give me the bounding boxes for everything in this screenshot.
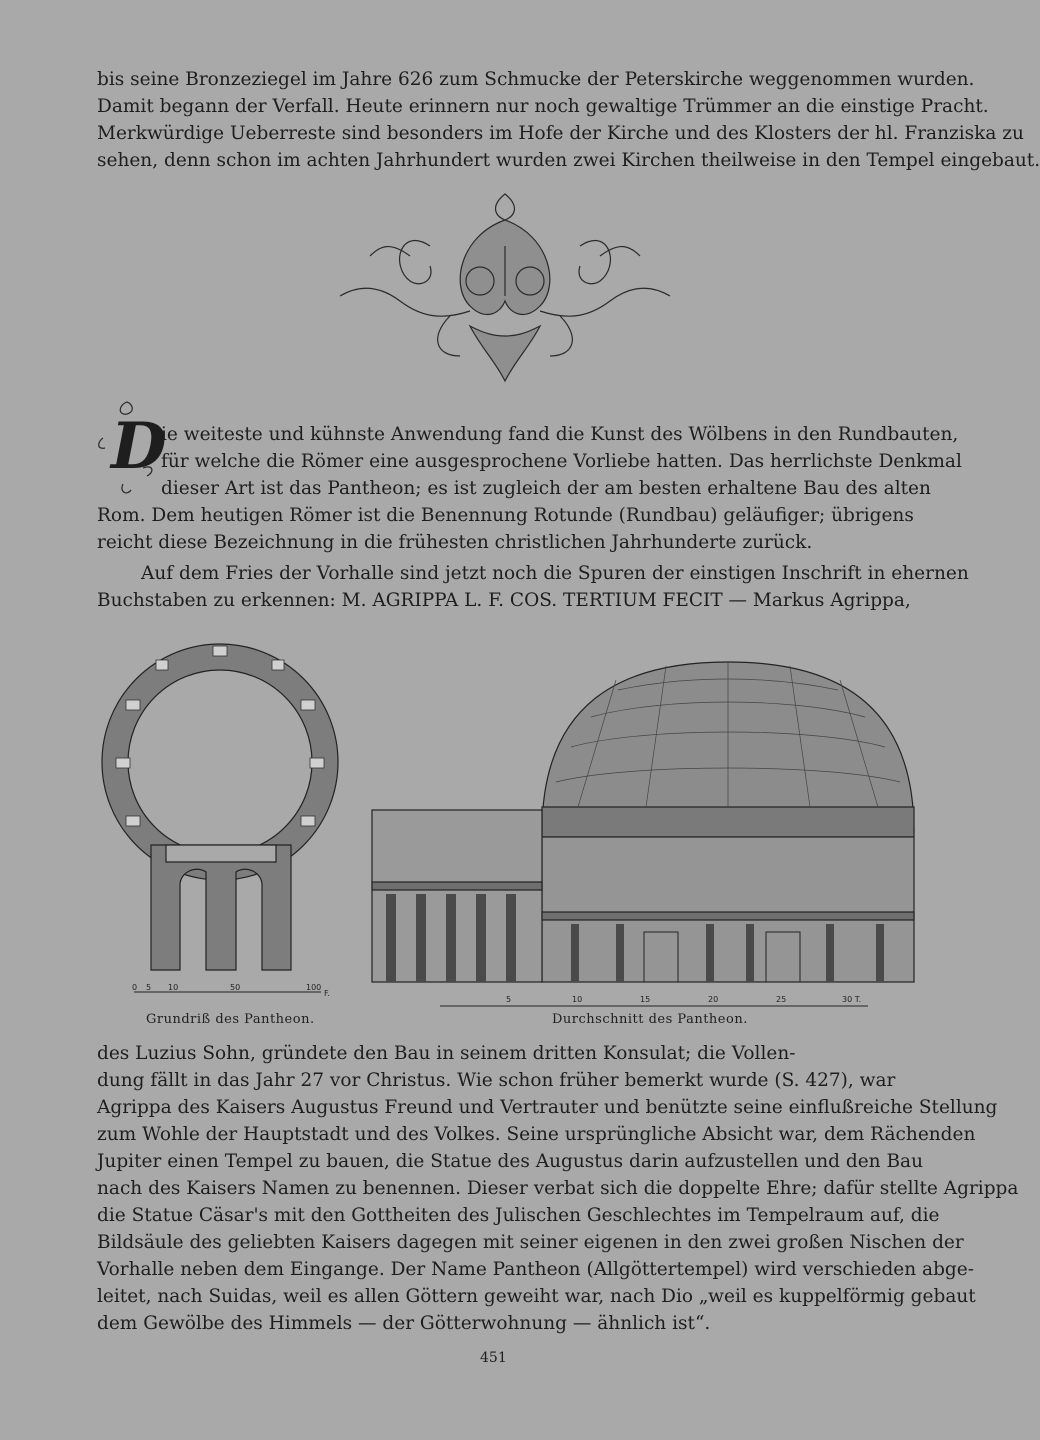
text-line: Damit begann der Verfall. Heute erinnern nur noch gewaltige Trümmer an die einstige Pracht.: [97, 96, 989, 117]
text-line: bis seine Bronzeziegel im Jahre 626 zum Schmucke der Peterskirche weggenommen wurden.: [97, 69, 975, 90]
paragraph-1: [97, 66, 1040, 174]
plan-scale-label: 0: [132, 983, 138, 992]
text-line: Agrippa des Kaisers Augustus Freund und Vertrauter und benützte seine einflußreiche Stellung: [97, 1097, 998, 1118]
text-line: Vorhalle neben dem Eingange. Der Name Pantheon (Allgöttertempel) wird verschieden abge-: [97, 1259, 974, 1280]
text-line: die Statue Cäsar's mit den Gottheiten des Julischen Geschlechtes im Tempelraum auf, die: [97, 1205, 940, 1226]
text-line: Rom. Dem heutigen Römer ist die Benennung Rotunde (Rundbau) geläufiger; übrigens: [97, 505, 914, 526]
section-scale-label: 10: [572, 995, 583, 1004]
text-line: dem Gewölbe des Himmels — der Götterwohnung — ähnlich ist“.: [97, 1313, 711, 1334]
section-scale-label: 30 T.: [842, 995, 862, 1004]
text-line: leitet, nach Suidas, weil es allen Göttern geweiht war, nach Dio „weil es kuppelförmig gebaut: [97, 1286, 976, 1307]
text-line: Auf dem Fries der Vorhalle sind jetzt noch die Spuren der einstigen Inschrift in ehernen: [141, 563, 969, 584]
page-number: 451: [480, 1350, 507, 1366]
text-line: Merkwürdige Ueberreste sind besonders im Hofe der Kirche und des Klosters der hl. Franziska zu: [97, 123, 1024, 144]
text-line: nach des Kaisers Namen zu benennen. Dieser verbat sich die doppelte Ehre; dafür stellte Agrippa: [97, 1178, 1019, 1199]
palmette-ornament-icon: [320, 186, 690, 386]
text-line: für welche die Römer eine ausgesprochene Vorliebe hatten. Das herrlichste Denkmal: [161, 451, 962, 472]
section-scale-label: 20: [708, 995, 719, 1004]
text-line: Jupiter einen Tempel zu bauen, die Statue des Augustus darin aufzustellen und den Bau: [97, 1151, 923, 1172]
text-line: des Luzius Sohn, gründete den Bau in seinem dritten Konsulat; die Vollen-: [97, 1043, 796, 1064]
text-line: Bildsäule des geliebten Kaisers dagegen mit seiner eigenen in den zwei großen Nischen der: [97, 1232, 964, 1253]
text-line: dung fällt in das Jahr 27 vor Christus. Wie schon früher bemerkt wurde (S. 427), war: [97, 1070, 896, 1091]
plan-scale-label: 10: [168, 983, 179, 992]
plan-scale-label: 100: [306, 983, 322, 992]
text-line: dieser Art ist das Pantheon; es ist zugleich der am besten erhaltene Bau des alten: [161, 478, 931, 499]
plan-scale-label: 50: [230, 983, 241, 992]
paragraph-2: [97, 421, 962, 556]
section-scale-label: 25: [776, 995, 787, 1004]
pantheon-cross-section-illustration: [366, 632, 940, 1016]
drop-cap-letter: D: [111, 409, 167, 484]
section-scale-label: 5: [506, 995, 512, 1004]
text-line: ie weiteste und kühnste Anwendung fand die Kunst des Wölbens in den Rundbauten,: [161, 424, 959, 445]
plan-scale-label: 5: [146, 983, 152, 992]
section-scale-label: 15: [640, 995, 651, 1004]
paragraph-4: [97, 1040, 1019, 1337]
paragraph-3: [97, 560, 969, 614]
plan-caption: Grundriß des Pantheon.: [146, 1012, 315, 1027]
pantheon-floor-plan-illustration: [96, 640, 358, 1012]
text-line: Buchstaben zu erkennen: M. AGRIPPA L. F. COS. TERTIUM FECIT — Markus Agrippa,: [97, 590, 911, 611]
text-line: reicht diese Bezeichnung in die frühesten christlichen Jahrhunderte zurück.: [97, 532, 813, 553]
text-line: zum Wohle der Hauptstadt und des Volkes. Seine ursprüngliche Absicht war, dem Rächenden: [97, 1124, 976, 1145]
plan-scale-label: F.: [324, 989, 330, 998]
text-line: sehen, denn schon im achten Jahrhundert wurden zwei Kirchen theilweise in den Tempel eingebaut.: [97, 150, 1040, 171]
section-caption: Durchschnitt des Pantheon.: [552, 1012, 748, 1027]
